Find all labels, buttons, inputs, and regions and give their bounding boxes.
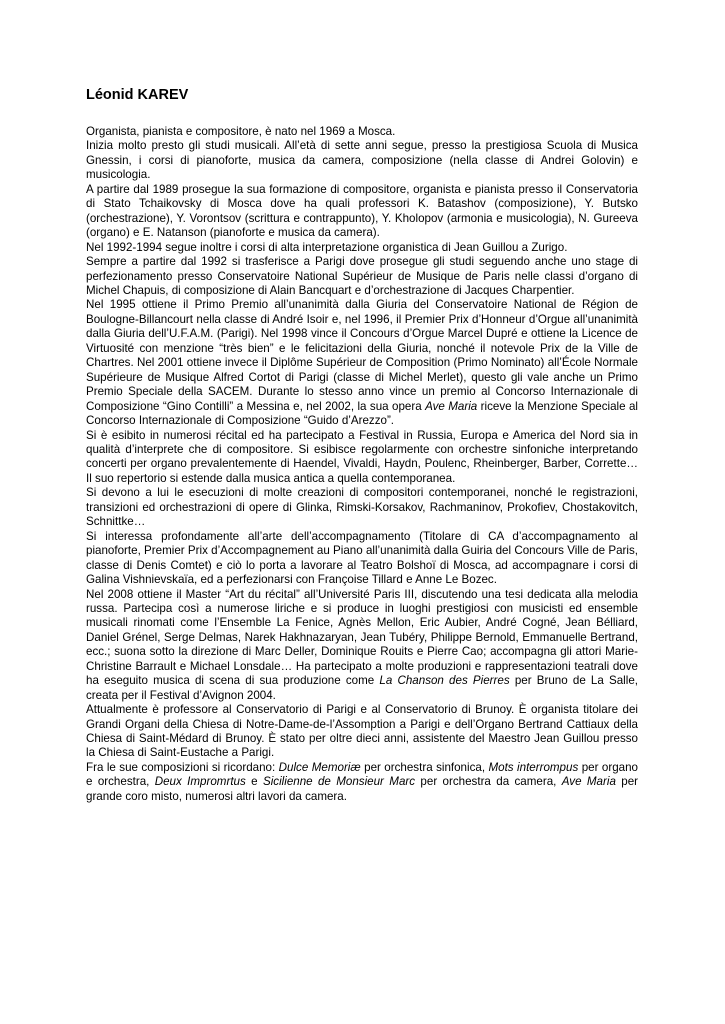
text-run: riceve la Menzione Speciale al Concorso Internazionale di Composizione “Guido d’Arezzo”. <box>86 399 638 428</box>
text-run: Organista, pianista e compositore, è nato nel 1969 a Mosca. <box>86 125 396 138</box>
italic-title: Ave Maria <box>561 775 616 789</box>
paragraph <box>86 298 638 428</box>
text-run: per orchestra sinfonica, <box>360 760 489 774</box>
text-run: Si è esibito in numerosi récital ed ha partecipato a Festival in Russia, Europa e America del Nord sia in qualità d’interprete che di compositore. Si esibisce regolarmente con orchestre sinfoniche interpretando concerti per organo prevalentemente di Haendel, Vivaldi, Haydn, Poulenc, Rheinberger, Barber, Corrette… Il suo repertorio si estende dalla musica antica a quella contemporanea. <box>86 428 638 485</box>
paragraph <box>86 241 638 255</box>
text-run: per orchestra da camera, <box>415 775 562 789</box>
text-run: Inizia molto presto gli studi musicali. All’età di sette anni segue, presso la prestigiosa Scuola di Musica Gnessin, i corsi di pianoforte, musica da camera, composizione (nella classe di Andrei Golovin) e musicologia. <box>86 139 638 182</box>
paragraph <box>86 530 638 588</box>
text-run: Fra le sue composizioni si ricordano: <box>86 760 279 774</box>
paragraph <box>86 761 638 804</box>
text-run: per organo e orchestra, <box>86 760 638 789</box>
text-run: Si interessa profondamente all’arte dell’accompagnamento (Titolare di CA d’accompagnamento al pianoforte, Premier Prix d’Accompagnement au Piano all’unanimità dalla Guiria del Concours Ville de Paris, classe di Denis Comtet) e ciò lo porta a lavorare al Teatro Bolshoï di Mosca, ad accompagnare i corsi di Galina Vishnievskaïa, ed a perfezionarsi con Françoise Tillard e Anne Le Bozec. <box>86 529 638 587</box>
text-run: e <box>245 775 263 789</box>
biography-text <box>86 125 638 804</box>
text-run: per grande coro misto, numerosi altri lavori da camera. <box>86 775 639 803</box>
text-run: Si devono a lui le esecuzioni di molte creazioni di compositori contemporanei, nonché le registrazioni, transizioni ed orchestrazioni di opere di Glinka, Rimski-Korsakov, Rachmaninov, Prokofiev, Chostakovitch, Schnittke… <box>86 486 638 529</box>
paragraph <box>86 255 638 298</box>
italic-title: Dulce Memoriæ <box>278 760 361 774</box>
italic-title: La Chanson des Pierres <box>379 674 510 688</box>
italic-title: Deux Impromrtus <box>154 775 246 789</box>
paragraph <box>86 183 638 241</box>
document-page <box>86 86 638 804</box>
text-run: per Bruno de La Salle, creata per il Festival d’Avignon 2004. <box>86 674 639 702</box>
italic-title: Mots interrompus <box>488 760 579 774</box>
text-run: Nel 1995 ottiene il Primo Premio all’unanimità dalla Giuria del Conservatoire National de Région de Boulogne-Billancourt nella classe di André Isoir e, nel 1996, il Premier Prix d’Honneur d’Orgue all’unanimità dalla Giuria dell’U.F.A.M. (Parigi). Nel 1998 vince il Concours d’Orgue Marcel Dupré e ottiene la Licence de Virtuosité con menzione “très bien” e le felicitazioni della Giuria, nonché il notevole Prix de la Ville de Chartres. Nel 2001 ottiene invece il Diplôme Supérieur de Composition (Primo Nominato) all’École Normale Supérieure de Musique Alfred Cortot di Parigi (classe di Michel Merlet), questo gli vale anche un Primo Premio Speciale della SACEM. Durante lo stesso anno vince un premio al Concorso Internazionale di Composizione “Gino Contilli” a Messina e, nel 2002, la sua opera <box>86 298 638 413</box>
italic-title: Sicilienne de Monsieur Marc <box>262 775 416 789</box>
paragraph <box>86 125 638 139</box>
paragraph <box>86 139 638 182</box>
text-run: Nel 1992-1994 segue inoltre i corsi di alta interpretazione organistica di Jean Guillou a Zurigo. <box>86 240 568 254</box>
text-run: A partire dal 1989 prosegue la sua formazione di compositore, organista e pianista presso il Conservatoria di Stato Tchaikovsky di Mosca dove ha quali professori K. Batashov (composizione), Y. Butsko (orchestrazione), Y. Vorontsov (scrittura e contrappunto), Y. Kholopov (armonia e musicologia), N. Gureeva (organo) e E. Natanson (pianoforte e musica da camera). <box>86 182 638 240</box>
text-run: Attualmente è professore al Conservatorio di Parigi e al Conservatorio di Brunoy. È organista titolare dei Grandi Organi della Chiesa di Notre-Dame-de-l’Assomption a Parigi e dell’Organo Bertrand Cattiaux della Chiesa di Saint-Médard di Brunoy. È stato per oltre dieci anni, assistente del Maestro Jean Guillou presso la Chiesa di Saint-Eustache a Parigi. <box>86 703 638 760</box>
paragraph <box>86 486 638 529</box>
paragraph <box>86 703 638 761</box>
text-run: Sempre a partire dal 1992 si trasferisce a Parigi dove prosegue gli studi seguendo anche uno stage di perfezionamento presso Conservatoire National Supérieur de Musique de Paris nelle classi d’organo di Michel Chapuis, di composizione di Alain Bancquart e d’orchestrazione di Jacques Charpentier. <box>86 255 638 297</box>
paragraph <box>86 588 638 704</box>
text-run: Nel 2008 ottiene il Master “Art du récital” all’Université Paris III, discutendo una tesi dedicata alla melodia russa. Partecipa così a numerose liriche e si produce in luoghi prestigiosi con musicisti ed ensemble musicali rinomati come l’Ensemble La Fenice, Agnès Mellon, Eric Aubier, André Cogné, Jean Bélliard, Daniel Grénel, Serge Delmas, Narek Hakhnazaryan, Jean Tubéry, Philippe Bernold, Emmanuelle Bertrand, ecc.; suona sotto la direzione di Marc Deller, Dominique Rouits e Pierre Cao; accompagna gli attori Marie-Christine Barrault e Michael Lonsdale… Ha partecipato a molte produzioni e rappresentazioni teatrali dove ha eseguito musica di scena di sua produzione come <box>86 587 638 688</box>
document-title: Léonid KAREV <box>86 87 189 103</box>
italic-title: Ave Maria <box>425 399 478 413</box>
paragraph <box>86 429 638 487</box>
